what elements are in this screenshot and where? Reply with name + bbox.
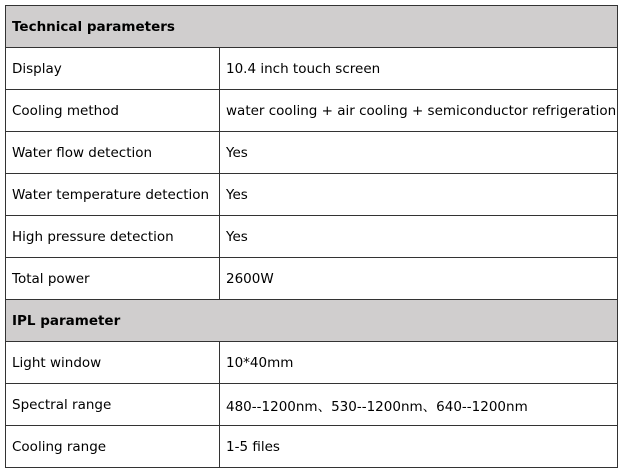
row-value: 10.4 inch touch screen	[220, 48, 618, 90]
row-label: Spectral range	[6, 384, 220, 426]
row-label: Light window	[6, 342, 220, 384]
section-title: Technical parameters	[6, 6, 618, 48]
row-value: 10*40mm	[220, 342, 618, 384]
row-label: Display	[6, 48, 220, 90]
spec-table	[5, 5, 618, 468]
table-row	[6, 258, 618, 300]
row-value: Yes	[220, 132, 618, 174]
table-row	[6, 132, 618, 174]
section-title: IPL parameter	[6, 300, 618, 342]
row-value: 480--1200nm、530--1200nm、640--1200nm	[220, 384, 618, 426]
table-row	[6, 426, 618, 468]
row-label: Total power	[6, 258, 220, 300]
row-label: Water flow detection	[6, 132, 220, 174]
table-row	[6, 174, 618, 216]
section-header-ipl-parameter	[6, 300, 618, 342]
table-row	[6, 216, 618, 258]
row-value: 2600W	[220, 258, 618, 300]
row-value: Yes	[220, 216, 618, 258]
section-header-technical-parameters	[6, 6, 618, 48]
table-row	[6, 48, 618, 90]
table-row	[6, 342, 618, 384]
row-label: Water temperature detection	[6, 174, 220, 216]
row-label: Cooling range	[6, 426, 220, 468]
row-value: water cooling + air cooling + semiconductor refrigeration	[220, 90, 618, 132]
table-row	[6, 90, 618, 132]
row-label: High pressure detection	[6, 216, 220, 258]
row-value: 1-5 files	[220, 426, 618, 468]
row-label: Cooling method	[6, 90, 220, 132]
row-value: Yes	[220, 174, 618, 216]
table-row	[6, 384, 618, 426]
